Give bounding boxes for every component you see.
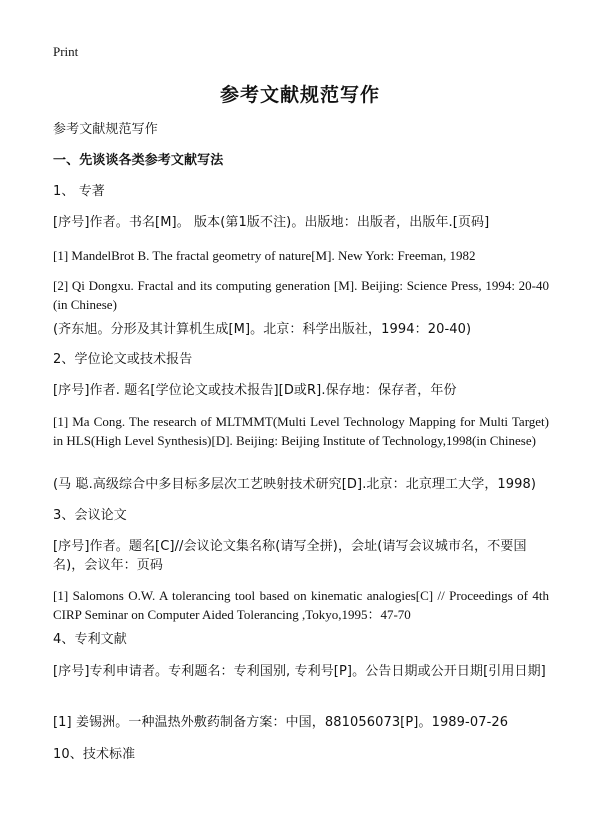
subsection-heading-standard: 10、技术标准 (53, 747, 136, 762)
subsection-heading-patent: 4、专利文献 (53, 632, 127, 647)
section-heading: 一、先谈谈各类参考文献写法 (53, 153, 224, 168)
document-subtitle: 参考文献规范写作 (53, 122, 158, 137)
subsection-heading-monograph: 1、 专著 (53, 184, 105, 199)
example-conference-1: [1] Salomons O.W. A tolerancing tool based on kinematic analogies[C] // Proceedings of 4th CIRP Seminar on Computer Aided Tolerancing ,Tokyo,1995：47-70 (53, 588, 549, 622)
example-patent-1: [1] 姜锡洲。一种温热外敷药制备方案：中国，881056073[P]。1989-07-26 (53, 715, 509, 730)
subsection-heading-thesis: 2、学位论文或技术报告 (53, 352, 193, 367)
example-thesis-2: (马 聪.高级综合中多目标多层次工艺映射技术研究[D].北京：北京理工大学，1998) (53, 477, 537, 492)
example-monograph-2: [2] Qi Dongxu. Fractal and its computing generation [M]. Beijing: Science Press, 1994: 20-40 (in Chinese) (53, 278, 549, 312)
example-monograph-3: (齐东旭。分形及其计算机生成[M]。北京：科学出版社，1994：20-40) (53, 322, 472, 337)
document-title: 参考文献规范写作 (219, 84, 380, 106)
format-line-patent: [序号]专利申请者。专利题名：专利国别, 专利号[P]。公告日期或公开日期[引用日期] (53, 664, 546, 679)
format-line-thesis: [序号]作者. 题名[学位论文或技术报告][D或R].保存地：保存者，年份 (53, 383, 457, 398)
format-line-conference: [序号]作者。题名[C]//会议论文集名称(请写全拼)，会址(请写会议城市名，不要国名)，会议年：页码 (53, 539, 527, 573)
subsection-heading-conference: 3、会议论文 (53, 508, 127, 523)
format-line-monograph: [序号]作者。书名[M]。 版本(第1版不注)。出版地：出版者，出版年.[页码] (53, 215, 490, 230)
example-thesis-1: [1] Ma Cong. The research of MLTMMT(Multi Level Technology Mapping for Multi Target) in HLS(High Level Synthesis)[D]. Beijing: Beijing Institute of Technology,1998(in Chinese) (53, 414, 549, 448)
print-link[interactable]: Print (53, 44, 79, 59)
example-monograph-1: [1] MandelBrot B. The fractal geometry of nature[M]. New York: Freeman, 1982 (53, 248, 476, 263)
